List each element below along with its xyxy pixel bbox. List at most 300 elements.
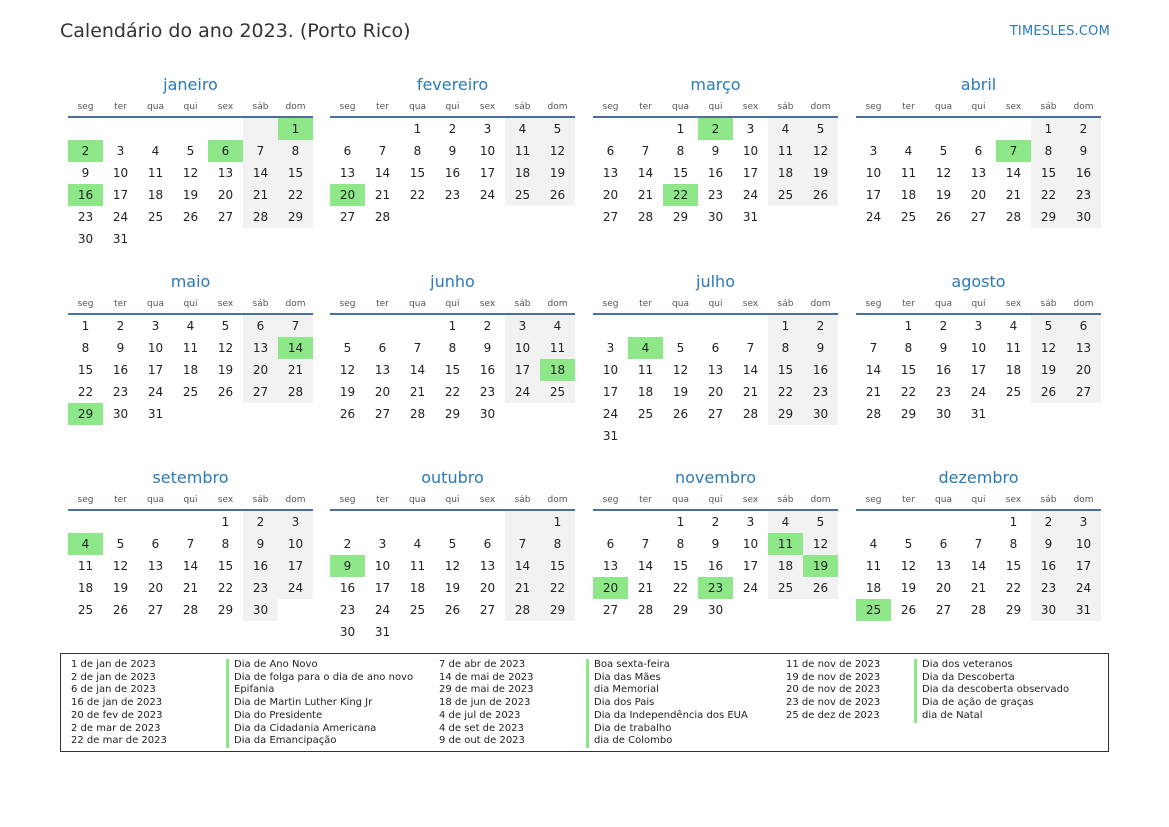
calendar-day: 17 <box>742 166 759 180</box>
weekday-header <box>330 98 575 118</box>
holiday-date: 11 de nov de 2023 <box>786 659 881 670</box>
calendar-day: 9 <box>81 166 90 180</box>
calendar-day: 28 <box>243 206 278 228</box>
weekday-label: dom <box>285 102 306 112</box>
calendar-day: 15 <box>540 555 575 577</box>
weekday-label: sex <box>217 102 234 112</box>
weekday-label: seg <box>339 299 356 309</box>
weekday-label: sex <box>479 299 496 309</box>
calendar-day: 18 <box>1005 363 1022 377</box>
calendar-day: 15 <box>409 166 426 180</box>
weekday-label: sex <box>742 102 759 112</box>
holiday-day: 25 <box>856 599 891 621</box>
calendar-day: 12 <box>900 559 917 573</box>
empty-day <box>470 206 505 228</box>
day-grid <box>330 511 575 643</box>
calendar-day: 29 <box>768 403 803 425</box>
calendar-day: 22 <box>444 385 461 399</box>
calendar-day: 10 <box>505 337 540 359</box>
calendar-day: 29 <box>672 603 689 617</box>
holiday-date: 4 de jul de 2023 <box>439 709 521 721</box>
site-link[interactable]: TIMESLES.COM <box>1009 24 1110 39</box>
calendar-day: 13 <box>970 166 987 180</box>
calendar-day: 3 <box>974 319 983 333</box>
calendar-day: 15 <box>768 359 803 381</box>
calendar-day: 9 <box>1031 533 1066 555</box>
calendar-day: 1 <box>1009 515 1018 529</box>
weekday-label: ter <box>376 495 389 505</box>
calendar-day: 4 <box>768 511 803 533</box>
calendar-day: 30 <box>479 407 496 421</box>
month-name: julho <box>696 272 735 291</box>
holiday-date: 16 de jan de 2023 <box>71 697 163 709</box>
empty-day <box>996 403 1031 425</box>
month-name: fevereiro <box>416 75 489 94</box>
calendar-day: 14 <box>243 162 278 184</box>
calendar-day: 18 <box>900 188 917 202</box>
weekday-label: sáb <box>514 299 531 309</box>
day-grid <box>856 511 1101 621</box>
calendar-day: 4 <box>869 537 878 551</box>
calendar-day: 6 <box>378 341 387 355</box>
calendar-day: 4 <box>505 118 540 140</box>
calendar-day: 11 <box>637 363 654 377</box>
holiday-date: 9 de out de 2023 <box>439 735 525 747</box>
calendar-day: 19 <box>217 363 234 377</box>
calendar-day: 2 <box>1066 118 1101 140</box>
empty-day <box>278 403 313 425</box>
calendar-day: 1 <box>1031 118 1066 140</box>
calendar-day: 10 <box>278 533 313 555</box>
weekday-label: qui <box>183 102 198 112</box>
calendar-day: 22 <box>900 385 917 399</box>
calendar-day: 28 <box>637 603 654 617</box>
holiday-day: 20 <box>593 577 628 599</box>
calendar-day: 10 <box>865 166 882 180</box>
calendar-day: 8 <box>221 537 230 551</box>
calendar-day: 27 <box>217 210 234 224</box>
calendar-day: 10 <box>374 559 391 573</box>
calendar-day: 31 <box>374 625 391 639</box>
calendar-day: 12 <box>444 559 461 573</box>
month-11 <box>856 465 1101 621</box>
holiday-date: 4 de set de 2023 <box>439 722 524 734</box>
calendar-day: 26 <box>803 184 838 206</box>
empty-day <box>505 206 540 228</box>
holiday-day: 20 <box>330 184 365 206</box>
calendar-day: 8 <box>540 533 575 555</box>
weekday-label: sáb <box>1040 102 1057 112</box>
empty-day <box>330 511 365 533</box>
empty-day <box>400 206 435 228</box>
calendar-day: 27 <box>970 210 987 224</box>
weekday-label: sex <box>742 299 759 309</box>
empty-day <box>330 315 365 337</box>
calendar-day: 9 <box>448 144 457 158</box>
calendar-day: 19 <box>339 385 356 399</box>
holiday-date: 22 de mar de 2023 <box>71 735 167 747</box>
empty-day <box>278 228 313 250</box>
empty-day <box>470 621 505 643</box>
calendar-day: 2 <box>711 515 720 529</box>
calendar-day: 16 <box>112 363 129 377</box>
weekday-label: sex <box>1005 299 1022 309</box>
weekday-label: qua <box>147 299 164 309</box>
calendar-day: 20 <box>374 385 391 399</box>
holiday-name: Dia de Martin Luther King Jr <box>226 697 372 710</box>
calendar-day: 2 <box>343 537 352 551</box>
weekday-label: dom <box>547 299 568 309</box>
holiday-name: Dia da Independência dos EUA <box>586 710 748 723</box>
empty-day <box>593 511 628 533</box>
calendar-day: 17 <box>742 559 759 573</box>
calendar-day: 26 <box>1031 381 1066 403</box>
calendar-day: 1 <box>768 315 803 337</box>
calendar-day: 30 <box>803 403 838 425</box>
calendar-day: 30 <box>112 407 129 421</box>
weekday-label: sex <box>217 495 234 505</box>
holiday-day: 7 <box>996 140 1031 162</box>
month-3 <box>856 72 1101 228</box>
calendar-day: 31 <box>970 407 987 421</box>
holiday-date: 25 de dez de 2023 <box>786 709 880 721</box>
calendar-day: 8 <box>448 341 457 355</box>
calendar-day: 18 <box>768 555 803 577</box>
calendar-day: 1 <box>540 511 575 533</box>
calendar-day: 10 <box>112 166 129 180</box>
holiday-name: Dia de Ano Novo <box>226 659 318 672</box>
calendar-day: 20 <box>602 188 619 202</box>
month-6 <box>593 269 838 447</box>
weekday-label: qui <box>708 299 723 309</box>
empty-day <box>768 425 803 447</box>
holiday-date: 2 de jan de 2023 <box>71 671 156 683</box>
calendar-day: 3 <box>869 144 878 158</box>
calendar-day: 7 <box>641 537 650 551</box>
month-7 <box>856 269 1101 425</box>
calendar-day: 25 <box>77 603 94 617</box>
calendar-day: 20 <box>970 188 987 202</box>
empty-day <box>926 118 961 140</box>
calendar-day: 20 <box>707 385 724 399</box>
calendar-day: 26 <box>672 407 689 421</box>
calendar-day: 6 <box>1066 315 1101 337</box>
calendar-day: 13 <box>243 337 278 359</box>
empty-day <box>103 511 138 533</box>
calendar-day: 4 <box>1009 319 1018 333</box>
calendar-day: 11 <box>768 140 803 162</box>
calendar-day: 16 <box>243 555 278 577</box>
calendar-day: 28 <box>970 603 987 617</box>
calendar-day: 5 <box>448 537 457 551</box>
calendar-day: 9 <box>116 341 125 355</box>
weekday-label: qui <box>445 299 460 309</box>
calendar-day: 22 <box>672 581 689 595</box>
holiday-date: 20 de fev de 2023 <box>71 709 163 721</box>
empty-day <box>803 425 838 447</box>
holiday-date: 7 de abr de 2023 <box>439 659 526 670</box>
weekday-label: qua <box>147 102 164 112</box>
calendar-day: 10 <box>147 341 164 355</box>
calendar-day: 19 <box>540 162 575 184</box>
weekday-label: seg <box>77 299 94 309</box>
calendar-day: 8 <box>676 144 685 158</box>
weekday-label: ter <box>114 495 127 505</box>
calendar-day: 6 <box>606 144 615 158</box>
calendar-day: 12 <box>672 363 689 377</box>
calendar-day: 13 <box>339 166 356 180</box>
calendar-day: 2 <box>448 122 457 136</box>
calendar-day: 21 <box>505 577 540 599</box>
calendar-day: 26 <box>900 603 917 617</box>
calendar-day: 3 <box>505 315 540 337</box>
calendar-day: 24 <box>1066 577 1101 599</box>
calendar-day: 14 <box>409 363 426 377</box>
calendar-day: 15 <box>1005 559 1022 573</box>
holiday-day: 9 <box>330 555 365 577</box>
calendar-day: 2 <box>1031 511 1066 533</box>
weekday-label: sáb <box>777 299 794 309</box>
calendar-day: 20 <box>935 581 952 595</box>
calendar-day: 9 <box>1066 140 1101 162</box>
calendar-day: 6 <box>243 315 278 337</box>
empty-day <box>733 315 768 337</box>
empty-day <box>961 511 996 533</box>
calendar-day: 13 <box>374 363 391 377</box>
empty-day <box>961 118 996 140</box>
holiday-date: 18 de jun de 2023 <box>439 697 531 709</box>
calendar-day: 21 <box>865 385 882 399</box>
calendar-day: 1 <box>221 515 230 529</box>
holiday-day: 11 <box>768 533 803 555</box>
calendar-day: 22 <box>278 184 313 206</box>
calendar-day: 21 <box>742 385 759 399</box>
calendar-day: 8 <box>676 537 685 551</box>
empty-day <box>505 511 540 533</box>
calendar-day: 24 <box>865 210 882 224</box>
weekday-label: sex <box>479 495 496 505</box>
calendar-day: 18 <box>865 581 882 595</box>
calendar-day: 17 <box>479 166 496 180</box>
calendar-day: 20 <box>147 581 164 595</box>
calendar-day: 3 <box>746 515 755 529</box>
calendar-day: 5 <box>803 118 838 140</box>
calendar-day: 24 <box>970 385 987 399</box>
empty-day <box>856 315 891 337</box>
holiday-name: dia de Colombo <box>586 735 672 748</box>
weekday-label: seg <box>865 299 882 309</box>
calendar-day: 17 <box>505 359 540 381</box>
calendar-day: 28 <box>278 381 313 403</box>
weekday-label: ter <box>376 299 389 309</box>
month-5 <box>330 269 575 425</box>
weekday-label: seg <box>602 102 619 112</box>
empty-day <box>593 315 628 337</box>
calendar-day: 25 <box>147 210 164 224</box>
calendar-day: 22 <box>1005 581 1022 595</box>
calendar-day: 29 <box>900 407 917 421</box>
calendar-day: 26 <box>217 385 234 399</box>
weekday-label: qua <box>409 102 426 112</box>
empty-day <box>103 118 138 140</box>
empty-day <box>540 206 575 228</box>
holiday-date: 1 de jan de 2023 <box>71 659 156 670</box>
calendar-day: 30 <box>935 407 952 421</box>
calendar-day: 8 <box>904 341 913 355</box>
calendar-day: 7 <box>378 144 387 158</box>
calendar-day: 19 <box>112 581 129 595</box>
calendar-day: 14 <box>1005 166 1022 180</box>
calendar-day: 11 <box>77 559 94 573</box>
calendar-day: 31 <box>112 232 129 246</box>
calendar-day: 21 <box>409 385 426 399</box>
day-grid <box>330 315 575 425</box>
empty-day <box>138 228 173 250</box>
weekday-label: ter <box>114 299 127 309</box>
weekday-label: qua <box>672 495 689 505</box>
calendar-day: 24 <box>112 210 129 224</box>
calendar-day: 10 <box>970 341 987 355</box>
empty-day <box>173 403 208 425</box>
holiday-date: 14 de mai de 2023 <box>439 671 534 683</box>
calendar-day: 21 <box>374 188 391 202</box>
day-grid <box>68 118 313 250</box>
calendar-day: 4 <box>904 144 913 158</box>
calendar-day: 6 <box>151 537 160 551</box>
day-grid <box>330 118 575 228</box>
weekday-label: ter <box>902 495 915 505</box>
calendar-day: 23 <box>444 188 461 202</box>
holiday-date: 23 de nov de 2023 <box>786 697 881 709</box>
calendar-day: 13 <box>707 363 724 377</box>
weekday-label: ter <box>376 102 389 112</box>
calendar-day: 1 <box>448 319 457 333</box>
calendar-day: 17 <box>278 555 313 577</box>
calendar-day: 13 <box>147 559 164 573</box>
calendar-day: 13 <box>602 166 619 180</box>
calendar-day: 30 <box>243 599 278 621</box>
calendar-day: 31 <box>742 210 759 224</box>
calendar-day: 1 <box>413 122 422 136</box>
weekday-label: qui <box>971 495 986 505</box>
month-1 <box>330 72 575 228</box>
calendar-day: 3 <box>116 144 125 158</box>
weekday-label: qua <box>672 299 689 309</box>
empty-day <box>733 599 768 621</box>
empty-day <box>400 511 435 533</box>
holiday-day: 2 <box>698 118 733 140</box>
calendar-day: 2 <box>939 319 948 333</box>
weekday-header <box>593 491 838 511</box>
calendar-day: 7 <box>869 341 878 355</box>
empty-day <box>856 118 891 140</box>
month-9 <box>330 465 575 643</box>
calendar-day: 11 <box>182 341 199 355</box>
calendar-day: 23 <box>243 577 278 599</box>
calendar-day: 12 <box>540 140 575 162</box>
calendar-day: 8 <box>1009 537 1018 551</box>
calendar-day: 16 <box>1066 162 1101 184</box>
calendar-day: 12 <box>182 166 199 180</box>
weekday-header <box>68 491 313 511</box>
holiday-name: Dia de folga para o dia de ano novo <box>226 672 413 685</box>
calendar-day: 28 <box>742 407 759 421</box>
calendar-day: 3 <box>278 511 313 533</box>
calendar-day: 1 <box>676 122 685 136</box>
calendar-day: 7 <box>413 341 422 355</box>
calendar-day: 23 <box>1031 577 1066 599</box>
weekday-label: ter <box>114 102 127 112</box>
holidays-legend <box>60 653 1109 752</box>
weekday-label: sáb <box>777 495 794 505</box>
calendar-day: 23 <box>1066 184 1101 206</box>
empty-day <box>698 315 733 337</box>
weekday-label: sáb <box>1040 495 1057 505</box>
month-name: agosto <box>951 272 1006 291</box>
calendar-day: 18 <box>147 188 164 202</box>
weekday-label: qua <box>935 102 952 112</box>
holiday-name: dia de Natal <box>914 710 983 723</box>
calendar-day: 5 <box>803 511 838 533</box>
empty-day <box>628 118 663 140</box>
holiday-name: Dia dos veteranos <box>914 659 1013 672</box>
weekday-label: seg <box>602 299 619 309</box>
calendar-day: 19 <box>803 162 838 184</box>
holiday-day: 19 <box>803 555 838 577</box>
empty-day <box>768 599 803 621</box>
calendar-day: 13 <box>217 166 234 180</box>
empty-day <box>435 621 470 643</box>
month-2 <box>593 72 838 228</box>
calendar-day: 4 <box>768 118 803 140</box>
weekday-label: seg <box>77 495 94 505</box>
holiday-name: Dia da Descoberta <box>914 672 1015 685</box>
empty-day <box>891 118 926 140</box>
weekday-label: dom <box>1073 299 1094 309</box>
month-name: setembro <box>152 468 229 487</box>
weekday-header <box>593 295 838 315</box>
month-name: janeiro <box>163 75 218 94</box>
day-grid <box>856 315 1101 425</box>
month-name: maio <box>170 272 211 291</box>
weekday-label: seg <box>77 102 94 112</box>
calendar-day: 4 <box>540 315 575 337</box>
empty-day <box>663 425 698 447</box>
calendar-day: 4 <box>151 144 160 158</box>
calendar-day: 27 <box>339 210 356 224</box>
calendar-day: 30 <box>707 210 724 224</box>
calendar-day: 13 <box>935 559 952 573</box>
weekday-label: ter <box>902 299 915 309</box>
empty-day <box>278 599 313 621</box>
empty-day <box>663 315 698 337</box>
calendar-day: 25 <box>409 603 426 617</box>
calendar-day: 7 <box>641 144 650 158</box>
calendar-day: 8 <box>1031 140 1066 162</box>
calendar-day: 13 <box>1066 337 1101 359</box>
calendar-day: 25 <box>505 184 540 206</box>
weekday-label: qui <box>183 495 198 505</box>
calendar-day: 24 <box>742 188 759 202</box>
calendar-day: 8 <box>413 144 422 158</box>
calendar-day: 25 <box>1005 385 1022 399</box>
calendar-day: 26 <box>339 407 356 421</box>
calendar-day: 26 <box>803 577 838 599</box>
calendar-day: 5 <box>343 341 352 355</box>
calendar-day: 25 <box>768 577 803 599</box>
weekday-label: qua <box>672 102 689 112</box>
weekday-header <box>330 491 575 511</box>
